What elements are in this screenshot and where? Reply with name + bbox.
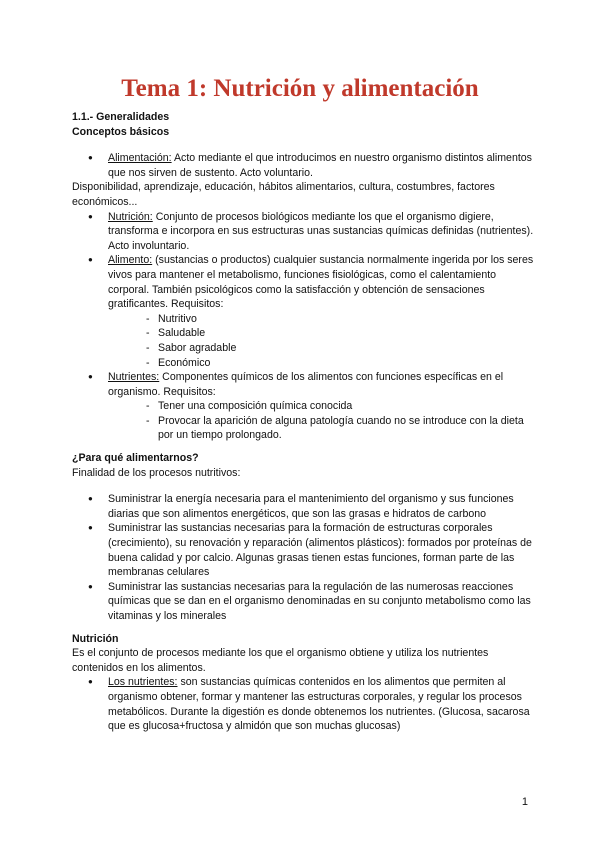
page-number: 1: [521, 796, 528, 808]
concepts-list: [72, 151, 534, 180]
para-heading: ¿Para qué alimentarnos?: [72, 452, 199, 465]
requirement-item: - Nutritivo: [108, 312, 534, 327]
term-nutricion: Nutrición:: [108, 210, 153, 223]
alimento-requirements: [108, 312, 534, 370]
definition-alimentacion: Acto mediante el que introducimos en nuestro organismo distintos alimentos que nos sirven de sustento. Acto voluntario.: [108, 152, 532, 179]
list-item: [72, 210, 534, 254]
nutricion-heading: Nutrición: [72, 632, 119, 645]
list-item: ● Suministrar las sustancias necesarias para la regulación de las numerosas reacciones químicas que se dan en el organismo denominadas en su conjunto metabolismo como las vitaminas y los minerales: [72, 580, 534, 624]
definition-alimento: (sustancias o productos) cualquier sustancia normalmente ingerida por los seres vivos para mantener el metabolismo, funciones fisiológicas, como el calentamiento corporal. También psicológicos como la satisfacción y obtención de sensaciones gratificantes. Requisitos:: [108, 254, 534, 311]
term-los-nutrientes: Los nutrientes:: [108, 676, 178, 689]
term-nutrientes: Nutrientes:: [108, 371, 160, 384]
requirement-item: - Tener una composición química conocida: [108, 399, 534, 414]
definition-nutricion: Conjunto de procesos biológicos mediante los que el organismo digiere, transforma e incorpora en sus estructuras unas sustancias químicas definidas (nutrientes). Acto involuntario.: [108, 210, 534, 252]
list-item: [72, 675, 534, 733]
requirement-item: - Saludable: [108, 326, 534, 341]
section-heading: 1.1.- Generalidades: [72, 111, 170, 123]
requirement-item: - Económico: [108, 356, 534, 371]
list-item: ● Suministrar las sustancias necesarias para la formación de estructuras corporales (crecimiento), su renovación y reparación (alimentos plásticos): formados por proteínas de buena calidad y por calcio. Algunas grasas tienen estas funciones, forman parte de las membranas celulares: [72, 521, 534, 579]
list-item: [72, 370, 534, 443]
definition-nutrientes: Componentes químicos de los alimentos con funciones específicas en el organismo. Requisitos:: [108, 371, 504, 398]
purposes-list: [72, 492, 534, 623]
section-subheading: Conceptos básicos: [72, 125, 170, 138]
concepts-list-2: [72, 210, 534, 444]
list-item: ● Suministrar la energía necesaria para el mantenimiento del organismo y sus funciones diarias que son alimentos energéticos, que son las grasas e hidratos de carbono: [72, 492, 534, 521]
list-item: [72, 253, 534, 370]
definition-los-nutrientes: son sustancias químicas contenidos en los alimentos que permiten al organismo obtener, formar y mantener las estructuras corporales, y regular los procesos metabólicos. Durante la digestión es donde obtenemos los nutrientes. (Glucosa, sacarosa que es glucosa+fructosa y almidón que son muchas glucosas): [108, 676, 530, 733]
term-alimentacion: Alimentación:: [108, 152, 172, 165]
term-alimento: Alimento:: [108, 254, 153, 267]
nutricion-definition: Es el conjunto de procesos mediante los que el organismo obtiene y utiliza los nutrientes contenidos en los alimentos.: [72, 647, 489, 674]
requirement-item: - Provocar la aparición de alguna patología cuando no se introduce con la dieta por un tiempo prolongado.: [108, 414, 534, 443]
nutrientes-requirements: [108, 399, 534, 443]
document-body: [72, 110, 534, 734]
nutricion-list: [72, 675, 534, 733]
list-item: [72, 151, 534, 180]
para-intro: Finalidad de los procesos nutritivos:: [72, 466, 241, 479]
factors-text: Disponibilidad, aprendizaje, educación, hábitos alimentarios, cultura, costumbres, factores económicos...: [72, 181, 495, 208]
page-title: Tema 1: Nutrición y alimentación: [121, 75, 479, 102]
requirement-item: - Sabor agradable: [108, 341, 534, 356]
